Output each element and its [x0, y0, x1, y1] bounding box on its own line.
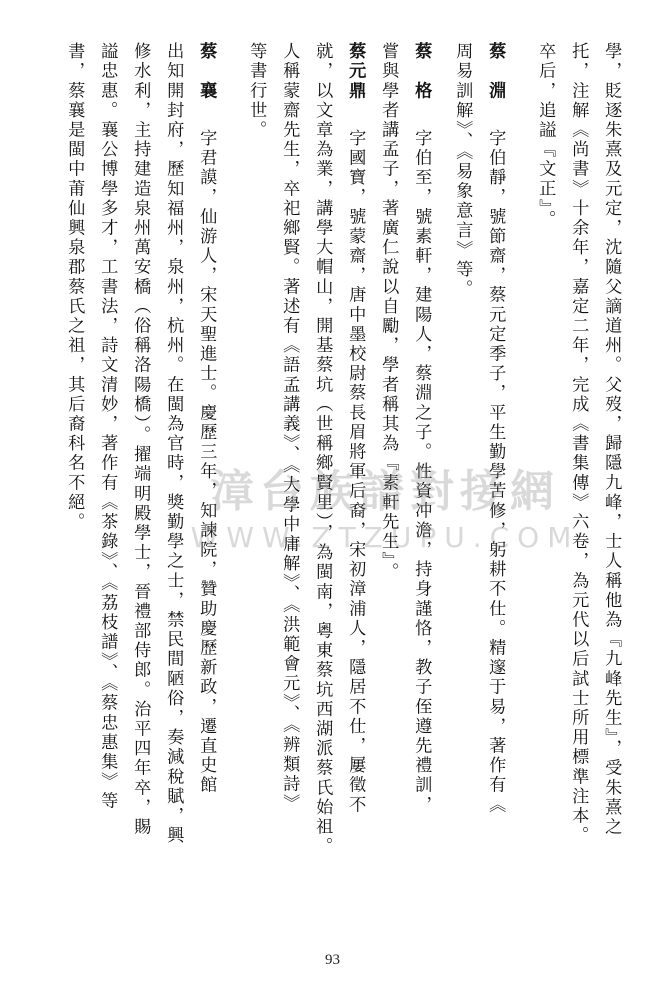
text-column-1: 學，貶逐朱熹及元定，沈隨父謫道州。父歿，歸隱九峰，士人稱他為『九峰先生』，受朱熹之 [601, 42, 622, 837]
text-column-7: 嘗與學者講孟子，著廣仁說以自勵，學者稱其為『素軒先生』。 [378, 42, 399, 583]
entry-cai-yuan-line-1 [485, 42, 506, 815]
entry-cai-xiang-line-1 [196, 42, 217, 796]
text-column-2: 托，注解《尚書》十余年，嘉定二年，完成《書集傳》六卷，為元代以后試士所用標準注本。 [568, 42, 589, 846]
watermark-url: WWW.ZTZUPU.COM [190, 521, 580, 554]
text-column-11: 等書行世。 [246, 42, 267, 140]
entry-cai-ge-line-1 [411, 42, 432, 815]
person-name-cai-yuan: 蔡 淵 [485, 42, 506, 101]
text-column-15: 謚忠惠。襄公博學多才，工書法，詩文清妙，著作有《茶錄》、《荔枝譜》、《蔡忠惠集》等 [97, 42, 118, 812]
person-name-cai-xiang: 蔡 襄 [196, 42, 217, 101]
text-column-14: 修水利，主持建造泉州萬安橋（俗稱洛陽橋）。擢端明殿學士，晉禮部侍郎。治平四年卒，賜 [130, 42, 151, 837]
text-column-16: 書，蔡襄是閩中莆仙興泉郡蔡氏之祖，其后裔科名不絕。 [64, 42, 85, 532]
person-name-cai-yuanding: 蔡元鼎 [345, 42, 366, 101]
watermark-text: 漳台族譜對接網 [210, 466, 560, 517]
entry-text: 字國寶，號蒙齋，唐中墨校尉蔡長眉將軍后裔，宋初漳浦人，隱居不仕，屢徵不 [345, 128, 366, 815]
page-number: 93 [325, 952, 340, 968]
text-column-13: 出知開封府，歷知福州，泉州，杭州。在閩為官時，獎勤學之士，禁民間陋俗，奏減稅賦，興 [163, 42, 184, 846]
entry-text: 字君謨，仙游人，宋天聖進士。慶歷三年，知諫院，贊助慶歷新政，遷直史館 [196, 128, 217, 796]
entry-cai-yuanding-line-1 [345, 42, 366, 815]
text-column-9: 就，以文章為業，講學大帽山，開基蔡坑（世稱鄉賢里），為閩南，粵東蔡坑西湖派蔡氏始祖。 [312, 42, 333, 857]
text-column-5: 周易訓解》、《易象意言》等。 [452, 42, 473, 300]
person-name-cai-ge: 蔡 格 [411, 42, 432, 101]
entry-text: 字伯至，號素軒，建陽人，蔡淵之子。性資冲澹，持身謹恪，教子侄遵先禮訓， [411, 128, 432, 815]
text-column-10: 人稱蒙齋先生，卒祀鄉賢。著述有《語孟講義》、《大學中庸解》、《洪範會元》、《辨類詩》 [279, 42, 300, 814]
text-column-3: 卒后，追謚『文正』。 [535, 42, 556, 230]
entry-text: 字伯靜，號節齋，蔡元定季子，平生勤學苦修，躬耕不仕。精邃于易，著作有《 [485, 128, 506, 815]
